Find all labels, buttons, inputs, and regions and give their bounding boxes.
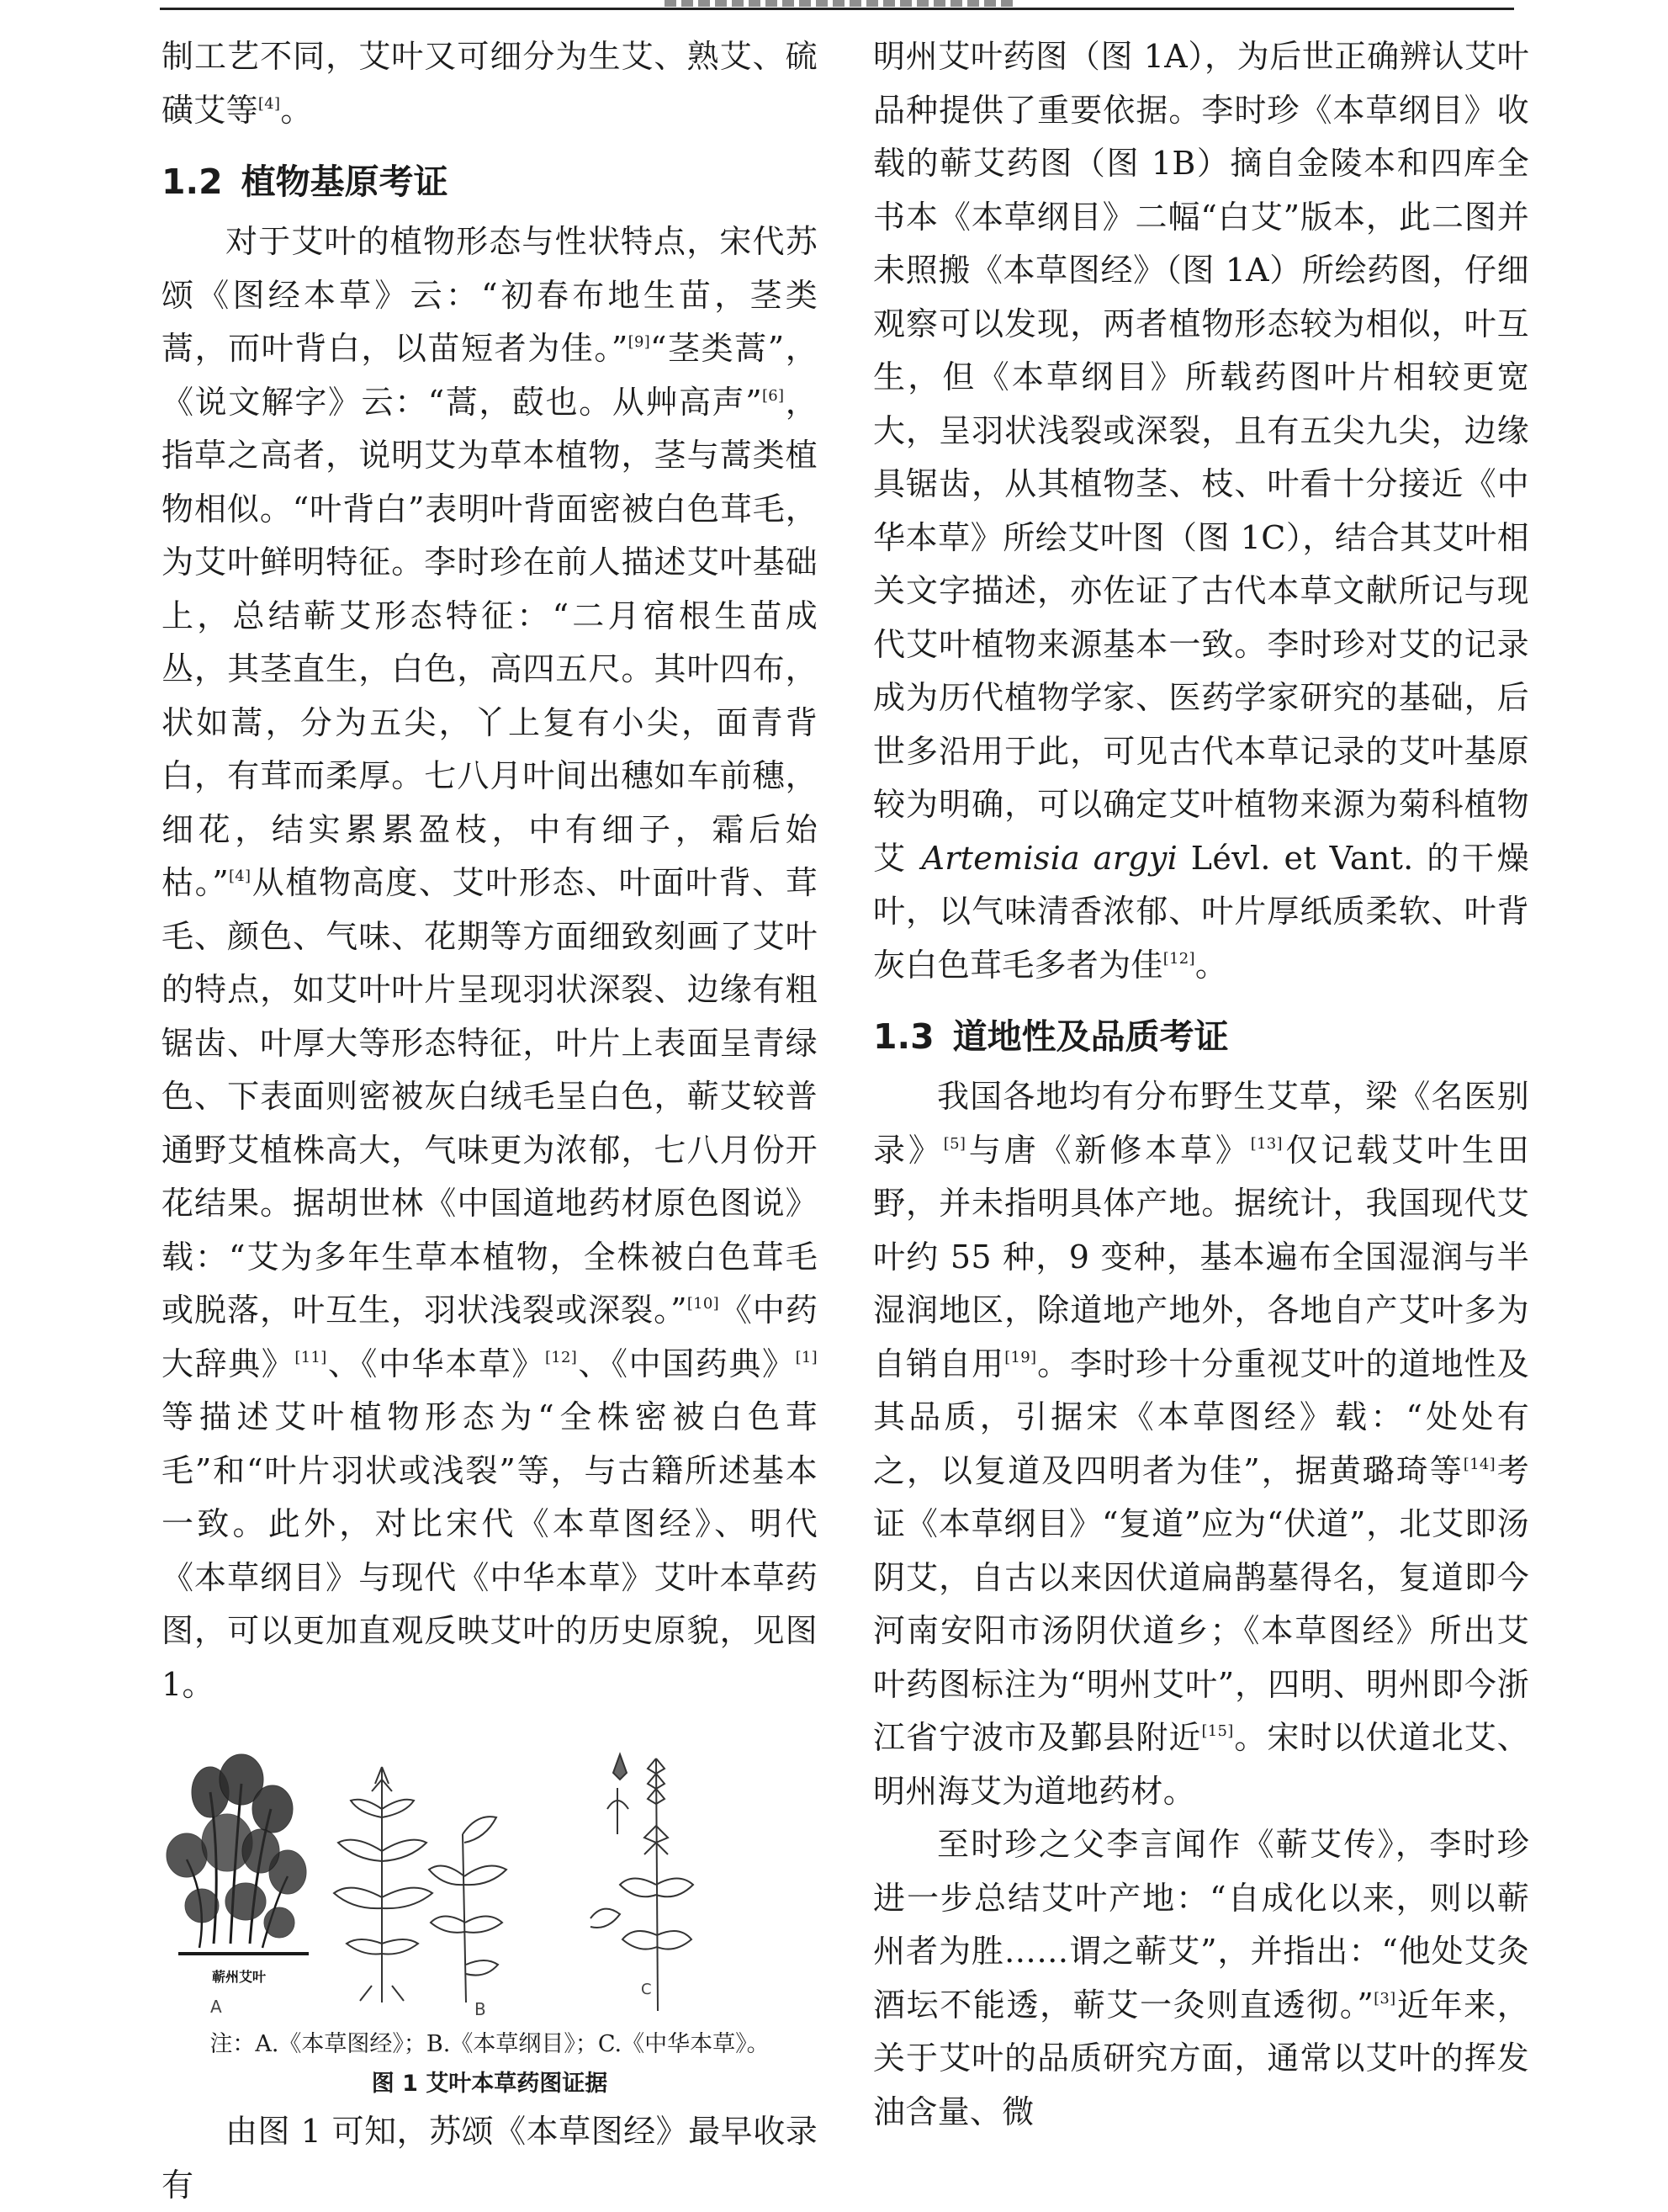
paragraph-figure-discussion-start: 由图 1 可知，苏颂《本草图经》最早收录有 (162, 2113, 818, 2204)
plant-b-illustration (334, 1767, 506, 2002)
left-column (162, 30, 818, 2212)
text-run: 、《中国药典》 (577, 1345, 796, 1382)
citation: [1] (795, 1348, 818, 1366)
species-name: Artemisia argyi (921, 839, 1178, 877)
text-run: 等描述艾叶植物形态为“全株密被白色茸毛”和“叶片羽状或浅裂”等，与古籍所述基本一致。此外，对比宋代《本草图经》、明代《本草纲目》与现代《中华本草》艾叶本草药图，可以更加直观反映艾叶的历史原貌，见图 1。 (162, 1398, 818, 1703)
plant-a-label: A (210, 1997, 222, 2017)
text-run: 。宋时以伏道北艾、明州海艾为道地药材。 (873, 1719, 1529, 1810)
plant-c-label: C (641, 1981, 652, 1998)
citation: [12] (1162, 949, 1195, 968)
text-run: 至时珍之父李言闻作《蕲艾传》，李时珍进一步总结艾叶产地：“自成化以来，则以蕲州者为胜……谓之蕲艾”，并指出：“他处艾灸酒坛不能透，蕲艾一灸则直透彻。” (873, 1826, 1529, 2024)
text-run: 。 (1194, 946, 1228, 984)
text-run: 与唐《新修本草》 (966, 1131, 1251, 1169)
text-run: 近年来，关于艾叶的品质研究方面，通常以艾叶的挥发油含量、微 (873, 1986, 1529, 2130)
citation: [9] (627, 333, 651, 351)
citation: [6] (761, 386, 785, 405)
paragraph-geoauthenticity (873, 1070, 1529, 1818)
figure-note: 注：A.《本草图经》；B.《本草纲目》；C.《中华本草》。 (209, 2031, 770, 2057)
citation: [15] (1201, 1722, 1234, 1740)
paragraph-figure-discussion (873, 30, 1529, 992)
figure-1-drawing (162, 1733, 818, 2023)
section-number: 1.2 (162, 162, 223, 202)
text-run: 明州艾叶药图（图 1A），为后世正确辨认艾叶品种提供了重要依据。李时珍《本草纲目》收载的蕲艾药图（图 1B）摘自金陵本和四库全书本《本草纲目》二幅“白艾”版本，此二图并未照搬《本草图经》（图 1A）所绘药图，仔细观察可以发现，两者植物形态较为相似，叶互生，但《本草纲目》所载药图叶片相较更宽大，呈羽状浅裂或深裂，且有五尖九尖，边缘具锯齿，从其植物茎、枝、叶看十分接近《中华本草》所绘艾叶图（图 1C），结合其艾叶相关文字描述，亦佐证了古代本草文献所记与现代艾叶植物来源基本一致。李时珍对艾的记录成为历代植物学家、医药学家研究的基础，后世多沿用于此，可见古代本草记录的艾叶基原较为明确，可以确定艾叶植物来源为菊科植物艾 (873, 38, 1529, 877)
header-rule (160, 8, 1514, 10)
text-run: 。李时珍十分重视艾叶的道地性及其品质，引据宋《本草图经》载：“处处有之，以复道及四明者为佳”，据黄璐琦等 (873, 1345, 1529, 1489)
plant-a-illustration (167, 1754, 309, 1954)
text-run: 我国各地均有分布野生艾草，梁《名医别录》 (873, 1078, 1529, 1169)
citation: [4] (257, 94, 281, 113)
citation: [5] (943, 1134, 966, 1153)
text-run: 制工艺不同，艾叶又可细分为生艾、熟艾、硫磺艾等 (162, 38, 818, 129)
text-run: ，指草之高者，说明艾为草本植物，茎与蒿类植物相似。“叶背白”表明叶背面密被白色茸毛，为艾叶鲜明特征。李时珍在前人描述艾叶基础上，总结蕲艾形态特征：“二月宿根生苗成丛，其茎直生，白色，高四五尺。其叶四布，状如蒿，分为五尖，丫上复有小尖，面青背白，有茸而柔厚。七八月叶间出穗如车前穗，细花，结实累累盈枝，中有细子，霜后始枯。” (162, 383, 818, 901)
citation: [13] (1250, 1134, 1283, 1153)
figure-title: 图 1 艾叶本草药图证据 (371, 2071, 608, 2097)
paragraph-plant-origin (162, 215, 818, 1711)
section-title: 道地性及品质考证 (952, 1016, 1229, 1057)
plant-c-illustration (590, 1754, 693, 2011)
section-number: 1.3 (873, 1016, 935, 1057)
plant-b-label: B (474, 1999, 486, 2019)
text-run: “茎类蒿”，《说文解字》云：“蒿，菣也。从艸高声” (162, 330, 818, 421)
citation: [12] (544, 1348, 578, 1366)
right-column (873, 30, 1529, 2139)
text-run: Lévl. et Vant. 的干燥叶，以气味清香浓郁、叶片厚纸质柔软、叶背灰白色茸毛多者为佳 (873, 839, 1529, 984)
text-run: 对于艾叶的植物形态与性状特点，宋代苏颂《图经本草》云：“初春布地生苗，茎类蒿，而叶背白，以苗短者为佳。” (162, 223, 818, 367)
plant-a-inner-label: 蕲州艾叶 (212, 1969, 267, 1985)
header-text-fragment (665, 0, 1018, 7)
text-run: 、《中华本草》 (326, 1345, 545, 1382)
section-heading-1-2 (162, 149, 818, 215)
citation: [10] (686, 1295, 719, 1313)
citation: [4] (228, 867, 252, 885)
paragraph-continued (162, 30, 818, 137)
text-run: 。 (280, 91, 313, 129)
citation: [19] (1004, 1348, 1037, 1366)
text-run: 从植物高度、艾叶形态、叶面叶背、茸毛、颜色、气味、花期等方面细致刻画了艾叶的特点，如艾叶叶片呈现羽状深裂、边缘有粗锯齿、叶厚大等形态特征，叶片上表面呈青绿色、下表面则密被灰白绒毛呈白色，蕲艾较普通野艾植株高大，气味更为浓郁，七八月份开花结果。据胡世林《中国道地药材原色图说》载：“艾为多年生草本植物，全株被白色茸毛或脱落，叶互生，羽状浅裂或深裂。” (162, 864, 818, 1329)
text-run: 考证《本草纲目》“复道”应为“伏道”，北艾即汤阴艾，自古以来因伏道扁鹊墓得名，复道即今河南安阳市汤阴伏道乡；《本草图经》所出艾叶药图标注为“明州艾叶”，四明、明州即今浙江省宁波市及鄞县附近 (873, 1451, 1529, 1756)
figure-1-herbal-illustrations (162, 1733, 818, 2023)
section-heading-1-3 (873, 1004, 1529, 1070)
section-title: 植物基原考证 (241, 162, 448, 202)
citation: [3] (1374, 1989, 1396, 2008)
text-run: 仅记载艾叶生田野，并未指明具体产地。据统计，我国现代艾叶约 55 种，9 变种，基本遍布全国湿润与半湿润地区，除道地产地外，各地自产艾叶多为自销自用 (873, 1131, 1529, 1382)
paragraph-quality-research (873, 1818, 1529, 2139)
citation: [11] (294, 1348, 327, 1366)
text-run: 《中药大辞典》 (162, 1292, 818, 1382)
citation: [14] (1463, 1455, 1496, 1473)
